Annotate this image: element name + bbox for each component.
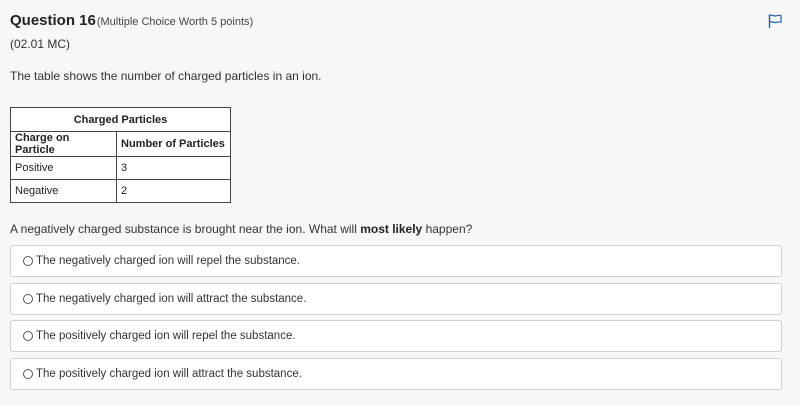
answer-option-1[interactable] [10, 245, 782, 277]
question-header [10, 12, 253, 29]
table-header-number: Number of Particles [117, 132, 231, 157]
radio-button[interactable] [23, 256, 33, 266]
flag-icon[interactable] [767, 13, 783, 29]
question-title: Question 16 [10, 12, 96, 29]
radio-button[interactable] [23, 331, 33, 341]
table-row [11, 157, 231, 180]
table-cell-charge: Positive [11, 157, 117, 180]
prompt-emphasis: most likely [360, 222, 423, 236]
answer-option-4[interactable] [10, 358, 782, 390]
question-worth: (Multiple Choice Worth 5 points) [96, 16, 254, 28]
table-header-charge: Charge on Particle [11, 132, 117, 157]
table-header-row [11, 132, 231, 157]
table-row [11, 180, 231, 203]
radio-button[interactable] [23, 294, 33, 304]
question-prompt [10, 222, 472, 236]
table-caption-row [11, 108, 231, 132]
prompt-text-after: happen? [422, 222, 473, 236]
radio-button[interactable] [23, 369, 33, 379]
charged-particles-table [10, 107, 231, 203]
answer-options [10, 245, 782, 395]
answer-option-label: The positively charged ion will repel the substance. [36, 330, 296, 342]
question-text: The table shows the number of charged particles in an ion. [10, 69, 322, 83]
answer-option-3[interactable] [10, 320, 782, 352]
table-cell-charge: Negative [11, 180, 117, 203]
question-code: (02.01 MC) [10, 37, 71, 51]
prompt-text-before: A negatively charged substance is brought near the ion. What will [10, 222, 361, 236]
table-cell-number: 2 [117, 180, 231, 203]
answer-option-2[interactable] [10, 283, 782, 315]
answer-option-label: The positively charged ion will attract the substance. [36, 367, 302, 380]
answer-option-label: The negatively charged ion will repel the substance. [36, 255, 301, 267]
table-cell-number: 3 [117, 157, 231, 180]
table-caption: Charged Particles [11, 108, 231, 132]
answer-option-label: The negatively charged ion will attract the substance. [36, 292, 307, 305]
